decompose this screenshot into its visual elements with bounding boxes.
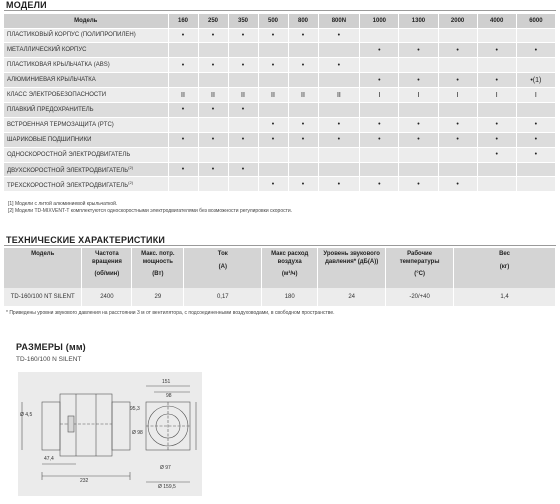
models-cell: II <box>288 88 318 103</box>
tech-header-cell: Ток (А) <box>184 248 262 288</box>
models-header-size: 500 <box>258 14 288 28</box>
models-cell: • <box>318 28 360 43</box>
models-cell: • <box>477 147 516 162</box>
models-cell: • <box>168 28 198 43</box>
models-cell: • <box>360 177 399 192</box>
models-row <box>4 102 556 117</box>
models-header-size: 4000 <box>477 14 516 28</box>
models-row <box>4 28 556 43</box>
dim-151: 151 <box>162 379 171 385</box>
tech-title: ТЕХНИЧЕСКИЕ ХАРАКТЕРИСТИКИ <box>6 235 166 245</box>
dimensions-svg <box>18 372 202 496</box>
models-cell: • <box>228 58 258 73</box>
models-cell: • <box>438 177 477 192</box>
models-cell <box>258 43 288 58</box>
models-cell: • <box>360 117 399 132</box>
models-cell <box>198 117 228 132</box>
models-header-label: Модель <box>4 14 168 28</box>
models-cell: • <box>258 177 288 192</box>
models-cell <box>438 162 477 177</box>
dim-95: 95,3 <box>130 406 140 412</box>
models-header-size: 800N <box>318 14 360 28</box>
models-cell: • <box>399 177 438 192</box>
models-cell: I <box>477 88 516 103</box>
models-cell: • <box>288 117 318 132</box>
models-cell: • <box>438 73 477 88</box>
models-row-label: ДВУХСКОРОСТНОЙ ЭЛЕКТРОДВИГАТЕЛЬ$^{(2)}$ <box>4 162 168 177</box>
models-cell <box>360 58 399 73</box>
models-cell <box>516 177 555 192</box>
models-cell: • <box>438 132 477 147</box>
footnote-1: [1] Модели с литой алюминиевой крыльчаткой. <box>8 201 118 207</box>
models-cell <box>168 177 198 192</box>
models-cell <box>399 58 438 73</box>
models-cell <box>360 162 399 177</box>
models-cell: • <box>399 73 438 88</box>
models-cell: • <box>318 177 360 192</box>
models-title-rule <box>4 10 556 11</box>
models-cell <box>228 147 258 162</box>
dim-hole: Ø 4,5 <box>20 412 33 418</box>
dims-title: РАЗМЕРЫ (мм) <box>16 342 86 352</box>
models-cell <box>399 162 438 177</box>
dim-98: 98 <box>166 393 172 399</box>
tech-header-cell: Макс. потр. мощность (Вт) <box>132 248 184 288</box>
models-header-size: 800 <box>288 14 318 28</box>
models-cell <box>198 147 228 162</box>
models-row-label: ВСТРОЕННАЯ ТЕРМОЗАЩИТА (PTC) <box>4 117 168 132</box>
models-row <box>4 147 556 162</box>
models-header-size: 160 <box>168 14 198 28</box>
tech-row <box>4 288 556 306</box>
models-header-size: 6000 <box>516 14 555 28</box>
outlet-collar <box>112 402 130 450</box>
models-cell <box>198 73 228 88</box>
models-cell <box>288 162 318 177</box>
dim-47: 47,4 <box>44 456 54 462</box>
models-cell <box>168 43 198 58</box>
models-row-label: ШАРИКОВЫЕ ПОДШИПНИКИ <box>4 132 168 147</box>
models-cell <box>477 28 516 43</box>
models-cell <box>288 102 318 117</box>
tech-header-cell: Макс расход воздуха (м³/ч) <box>262 248 318 288</box>
dim-159: Ø 159,5 <box>158 484 176 490</box>
models-cell: • <box>516 117 555 132</box>
models-cell <box>360 147 399 162</box>
models-cell <box>228 73 258 88</box>
models-cell <box>318 102 360 117</box>
models-cell: • <box>168 102 198 117</box>
tech-header-row <box>4 248 556 288</box>
tech-cell: 1,4 <box>454 288 556 306</box>
models-row <box>4 73 556 88</box>
models-cell <box>360 28 399 43</box>
tech-cell: 29 <box>132 288 184 306</box>
models-cell: • <box>198 28 228 43</box>
models-cell: • <box>399 117 438 132</box>
models-cell: • <box>228 132 258 147</box>
models-cell: I <box>516 88 555 103</box>
models-header-row <box>4 14 556 28</box>
models-cell <box>438 58 477 73</box>
models-cell <box>516 102 555 117</box>
inlet-collar <box>42 402 60 450</box>
models-cell <box>516 162 555 177</box>
models-cell: • <box>288 177 318 192</box>
models-cell: I <box>438 88 477 103</box>
tech-note: * Приведены уровни звукового давления на расстоянии 3 м от вентилятора, с подсоединенными воздуховодами, в свободном пространстве. <box>6 310 335 316</box>
models-cell: • <box>168 132 198 147</box>
models-cell <box>258 102 288 117</box>
models-cell <box>516 28 555 43</box>
dimensions-drawing <box>18 372 202 496</box>
models-cell: • <box>168 162 198 177</box>
models-row <box>4 162 556 177</box>
models-cell: • <box>228 102 258 117</box>
models-header-size: 2000 <box>438 14 477 28</box>
models-cell: • <box>228 28 258 43</box>
models-cell: • <box>258 132 288 147</box>
models-cell: I <box>399 88 438 103</box>
models-row <box>4 117 556 132</box>
models-cell <box>198 177 228 192</box>
dim-97: Ø 97 <box>160 465 171 471</box>
models-cell <box>399 102 438 117</box>
models-cell <box>438 147 477 162</box>
models-header-size: 250 <box>198 14 228 28</box>
models-row-label: АЛЮМИНИЕВАЯ КРЫЛЬЧАТКА <box>4 73 168 88</box>
tech-cell: 180 <box>262 288 318 306</box>
models-row <box>4 88 556 103</box>
models-cell: • <box>288 28 318 43</box>
models-row-label: ТРЕХСКОРОСТНОЙ ЭЛЕКТРОДВИГАТЕЛЬ$^{(2)}$ <box>4 177 168 192</box>
models-row <box>4 132 556 147</box>
models-cell <box>318 162 360 177</box>
models-row-label: МЕТАЛЛИЧЕСКИЙ КОРПУС <box>4 43 168 58</box>
tech-header-cell: Уровень звукового давления* (дБ(А)) <box>318 248 386 288</box>
models-cell <box>318 147 360 162</box>
models-cell: • <box>516 43 555 58</box>
models-cell <box>318 73 360 88</box>
models-cell: • <box>318 58 360 73</box>
models-cell <box>288 73 318 88</box>
models-row-label: КЛАСС ЭЛЕКТРОБЕЗОПАСНОСТИ <box>4 88 168 103</box>
models-cell: • <box>438 43 477 58</box>
models-cell: • <box>477 132 516 147</box>
models-cell <box>477 162 516 177</box>
models-cell: • <box>360 73 399 88</box>
tech-header-cell: Рабочие температуры (°С) <box>386 248 454 288</box>
models-cell <box>477 58 516 73</box>
models-cell <box>168 147 198 162</box>
models-row <box>4 58 556 73</box>
models-cell: • <box>360 132 399 147</box>
models-cell <box>516 58 555 73</box>
models-cell <box>198 43 228 58</box>
models-cell: • <box>318 117 360 132</box>
models-cell: • <box>258 117 288 132</box>
models-cell: • <box>168 58 198 73</box>
models-cell: • <box>399 132 438 147</box>
models-cell <box>168 73 198 88</box>
models-cell <box>258 147 288 162</box>
tech-cell: -20/+40 <box>386 288 454 306</box>
models-header-size: 1000 <box>360 14 399 28</box>
models-cell: • <box>438 117 477 132</box>
models-cell: II <box>168 88 198 103</box>
models-cell <box>258 162 288 177</box>
models-cell <box>288 147 318 162</box>
models-row-label: ПЛАСТИКОВАЯ КРЫЛЬЧАТКА (ABS) <box>4 58 168 73</box>
models-cell: II <box>228 88 258 103</box>
models-cell: • <box>288 58 318 73</box>
models-cell <box>399 28 438 43</box>
models-cell: • <box>288 132 318 147</box>
models-cell <box>318 43 360 58</box>
models-row-label: ПЛАВКИЙ ПРЕДОХРАНИТЕЛЬ <box>4 102 168 117</box>
models-cell <box>477 177 516 192</box>
tech-cell: 2400 <box>82 288 132 306</box>
models-cell <box>438 28 477 43</box>
models-cell <box>477 102 516 117</box>
models-row-label: ПЛАСТИКОВЫЙ КОРПУС (ПОЛИПРОПИЛЕН) <box>4 28 168 43</box>
models-cell: •(1) <box>516 73 555 88</box>
models-cell: II <box>318 88 360 103</box>
tech-header-cell: Вес (кг) <box>454 248 556 288</box>
models-cell: • <box>516 132 555 147</box>
models-cell: • <box>318 132 360 147</box>
models-cell: II <box>258 88 288 103</box>
models-cell: • <box>198 132 228 147</box>
models-cell: • <box>477 43 516 58</box>
models-row-label: ОДНОСКОРОСТНОЙ ЭЛЕКТРОДВИГАТЕЛЬ <box>4 147 168 162</box>
models-header-size: 350 <box>228 14 258 28</box>
models-cell <box>399 147 438 162</box>
dim-d98-side: Ø 98 <box>132 430 143 436</box>
models-cell: • <box>477 117 516 132</box>
models-cell: I <box>360 88 399 103</box>
tech-header-cell: Модель <box>4 248 82 288</box>
tech-cell: 24 <box>318 288 386 306</box>
models-cell <box>168 117 198 132</box>
models-cell: • <box>516 147 555 162</box>
models-cell <box>228 117 258 132</box>
dims-model: TD-160/100 N SILENT <box>16 356 82 363</box>
models-cell <box>360 102 399 117</box>
models-table <box>4 14 556 192</box>
models-cell <box>438 102 477 117</box>
models-cell: • <box>258 58 288 73</box>
models-cell: • <box>198 102 228 117</box>
dim-232: 232 <box>80 478 89 484</box>
tech-cell: TD-160/100 NT SILENT <box>4 288 82 306</box>
models-cell: • <box>360 43 399 58</box>
tech-header-cell: Частота вращения (об/мин) <box>82 248 132 288</box>
models-header-size: 1300 <box>399 14 438 28</box>
models-cell: • <box>198 58 228 73</box>
models-cell: • <box>399 43 438 58</box>
models-row <box>4 43 556 58</box>
models-cell: • <box>477 73 516 88</box>
footnote-2: [2] Модели TD-MIXVENT-T комплектуются односкоростными электродвигателями без возможности регулировки скорости. <box>8 208 293 214</box>
models-cell <box>228 177 258 192</box>
models-cell <box>288 43 318 58</box>
models-title: МОДЕЛИ <box>6 0 47 10</box>
tech-cell: 0,17 <box>184 288 262 306</box>
models-cell <box>258 73 288 88</box>
models-cell: II <box>198 88 228 103</box>
tech-table <box>4 248 556 306</box>
models-cell: • <box>258 28 288 43</box>
tech-title-rule <box>4 245 556 246</box>
models-cell: • <box>198 162 228 177</box>
models-row <box>4 177 556 192</box>
models-cell <box>228 43 258 58</box>
models-cell: • <box>228 162 258 177</box>
